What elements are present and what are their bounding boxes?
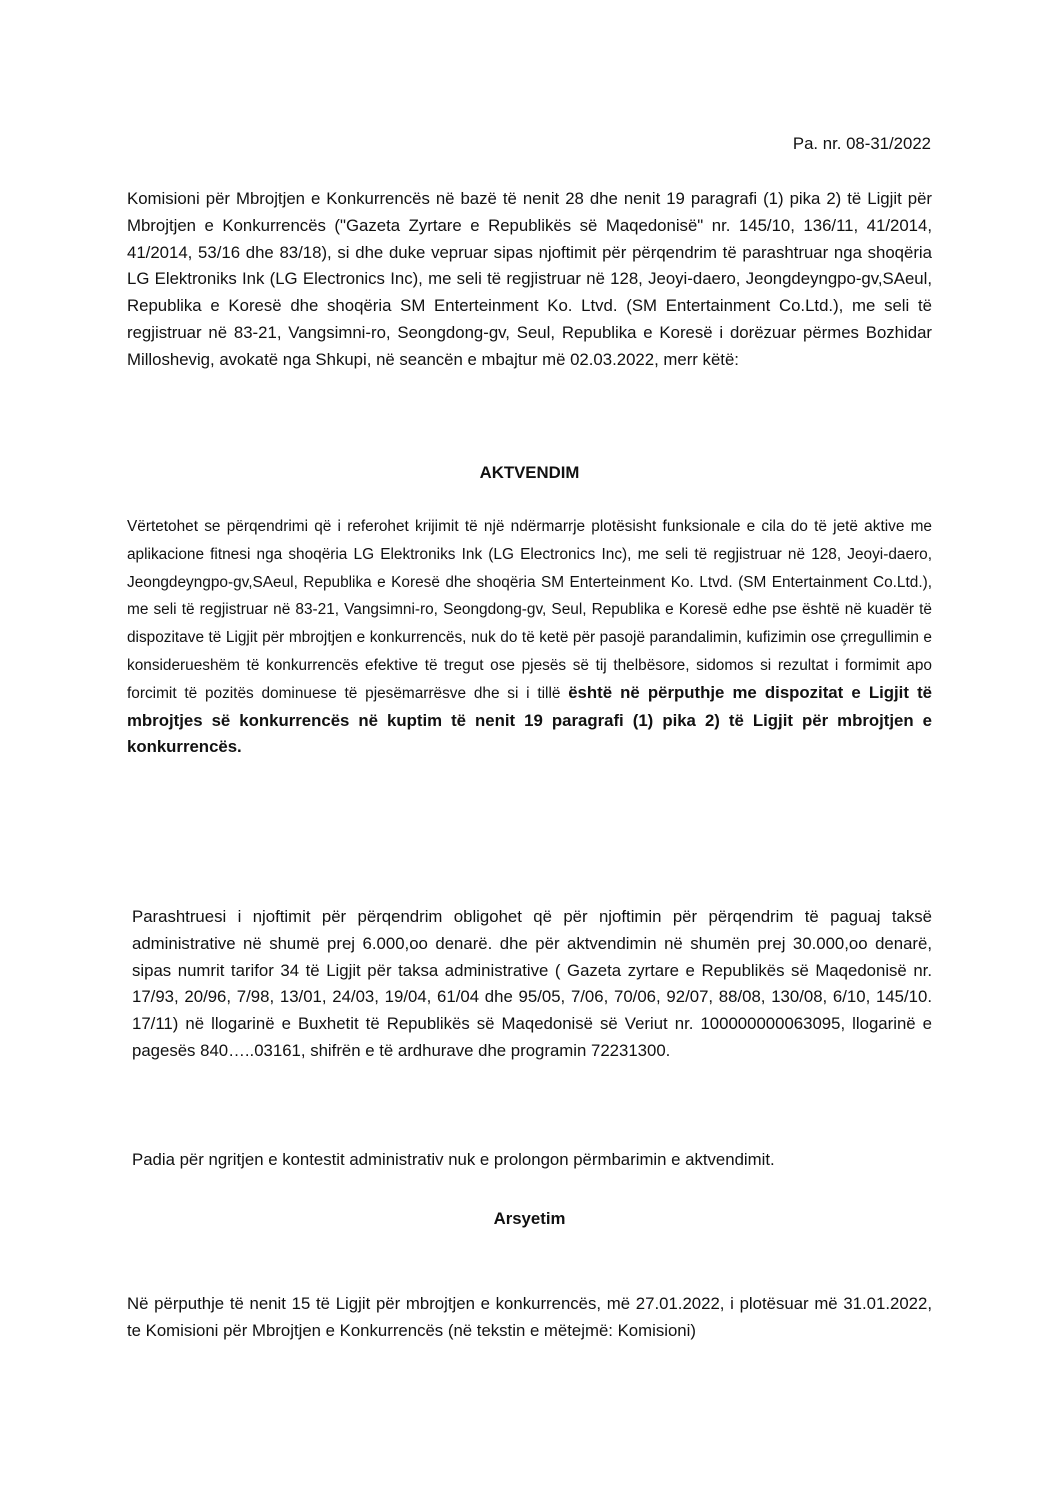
document-reference-number: Pa. nr. 08-31/2022: [792, 134, 931, 153]
appeal-paragraph: Padia për ngritjen e kontestit administrativ nuk e prolongon përmbarimin e aktvendimit.: [132, 1150, 775, 1169]
intro-paragraph: Komisioni për Mbrojtjen e Konkurrencës në bazë të nenit 28 dhe nenit 19 paragrafi (1) pika 2) të Ligjit për Mbrojtjen e Konkurrencës ("Gazeta Zyrtare e Republikës së Maqedonisë" nr. 145/10, 136/11, 41/2014, 41/2014, 53/16 dhe 83/18), si dhe duke vepruar sipas njoftimit për përqendrim të parashtruar nga shoqëria LG Elektroniks Ink (LG Electronics Inc), me seli të regjistruar në 128, Jeoyi-daero, Jeongdeyngpo-gv,SAeul, Republika e Koresë dhe shoqëria SM Enterteinment Ko. Ltvd. (SM Entertainment Co.Ltd.), me seli të regjistruar në 83-21, Vangsimni-ro, Seongdong-gv, Seul, Republika e Koresë i dorëzuar përmes Bozhidar Milloshevig, avokatë nga Shkupi, në seancën e mbajtur më 02.03.2022, merr këtë:: [127, 189, 932, 369]
decision-bold-text: është në përputhje me dispozitat e Ligjit të mbrojtjes së konkurrencës në kuptim të nenit 19 paragrafi (1) pika 2) të Ligjit për mbrojtjen e konkurrencës.: [127, 682, 932, 757]
reasoning-heading: Arsyetim: [493, 1209, 566, 1228]
decision-heading: AKTVENDIM: [479, 463, 580, 482]
fee-paragraph: Parashtruesi i njoftimit për përqendrim obligohet që për njoftimin për përqendrim të paguaj taksë administrative në shumë prej 6.000,oo denarë. dhe për aktvendimin në shumën prej 30.000,oo denarë, sipas numrit tarifor 34 të Ligjit për taksa administrative ( Gazeta zyrtare e Republikës së Maqedonisë nr. 17/93, 20/96, 7/98, 13/01, 24/03, 19/04, 61/04 dhe 95/05, 7/06, 70/06, 92/07, 88/08, 130/08, 6/10, 145/10. 17/11) në llogarinë e Buxhetit të Republikës së Maqedonisë së Veriut nr. 100000000063095, llogarinë e pagesës 840…..03161, shifrën e të ardhurave dhe programin 72231300.: [132, 907, 932, 1060]
reasoning-paragraph: Në përputhje të nenit 15 të Ligjit për mbrojtjen e konkurrencës, më 27.01.2022, i plotësuar më 31.01.2022, te Komisioni për Mbrojtjen e Konkurrencës (në tekstin e mëtejmë: Komisioni): [127, 1294, 932, 1340]
decision-paragraph: [127, 513, 932, 761]
decision-body-text: Vërtetohet se përqendrimi që i referohet krijimit të një ndërmarrje plotësisht funksionale e cila do të jetë aktive me aplikacione fitnesi nga shoqëria LG Elektroniks Ink (LG Electronics Inc), me seli të regjistruar në 128, Jeoyi-daero, Jeongdeyngpo-gv,SAeul, Republika e Koresë dhe shoqëria SM Enterteinment Ko. Ltvd. (SM Entertainment Co.Ltd.), me seli të regjistruar në 83-21, Vangsimni-ro, Seongdong-gv, Seul, Republika e Koresë edhe pse është në kuadër të dispozitave të Ligjit për mbrojtjen e konkurrencës, nuk do të ketë për pasojë parandalimin, kufizimin ose çrregullimin e konsiderueshëm të konkurrencës efektive të tregut ose pjesës së tij thelbësore, sidomos si rezultat i formimit apo forcimit të pozitës dominuese të pjesëmarrësve dhe si i tillë: [127, 518, 932, 702]
